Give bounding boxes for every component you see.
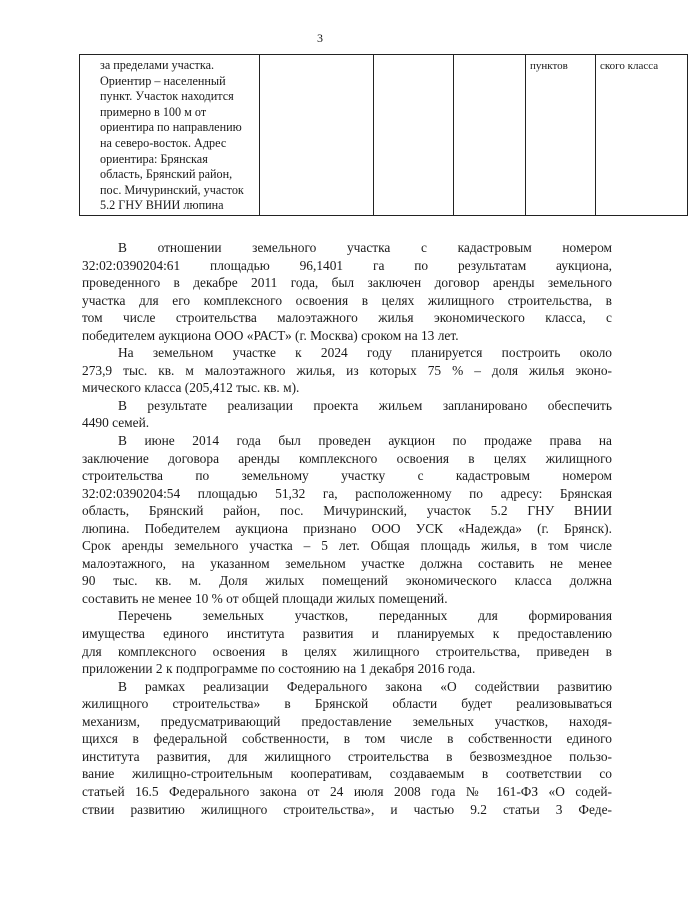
empty-cell <box>260 55 374 216</box>
location-line: ориентира по направлению <box>100 120 242 135</box>
text-line: В отношении земельного участка с кадастровым номером <box>118 240 612 255</box>
continuation-table <box>79 54 688 216</box>
paragraph <box>82 607 612 677</box>
text-line: малоэтажного, на указанном земельном участке должна составить не менее <box>82 555 612 571</box>
text-line: В июне 2014 года был проведен аукцион по продаже права на <box>118 433 612 449</box>
text-line: участка для его комплексного освоения в целях жилищного строительства, в <box>82 292 612 308</box>
text-line: В рамках реализации Федерального закона «О содействии развитию <box>118 678 612 694</box>
text-line: Перечень земельных участков, переданных для формирования <box>118 608 612 624</box>
text-line: проведенного в декабре 2011 года, был заключен договор аренды земельного <box>82 275 612 291</box>
text-line: В результате реализации проекта жильем запланировано обеспечить <box>118 397 612 413</box>
location-line: на северо-восток. Адрес <box>100 135 227 150</box>
text-line: область, Брянский район, пос. Мичуринский, участок 5.2 ГНУ ВНИИ <box>82 503 612 519</box>
location-line: за пределами участка. <box>100 58 215 72</box>
text-line: ствии развитию жилищного строительства», и частью 9.2 статьи 3 Феде- <box>82 801 612 817</box>
location-line: 5.2 ГНУ ВНИИ люпина <box>100 198 224 213</box>
text-line: 32:02:0390204:61 площадью 96,1401 га по результатам аукциона, <box>82 257 612 273</box>
text-line: составить не менее 10 % от общей площади жилых помещений. <box>82 590 448 606</box>
text-line: Срок аренды земельного участка – 5 лет. Общая площадь жилья, в том числе <box>82 538 612 554</box>
text-line: заключение договора аренды комплексного освоения в целях жилищного <box>82 450 612 466</box>
location-line: ориентира: Брянская <box>100 151 208 166</box>
page-number: 3 <box>317 31 323 45</box>
paragraph <box>82 397 612 432</box>
table-row <box>80 55 688 216</box>
text-line: статьей 16.5 Федерального закона от 24 июля 2008 года № 161-ФЗ «О содей- <box>82 783 612 799</box>
class-cell: ского класса <box>596 55 688 216</box>
paragraph <box>82 432 612 607</box>
text-line: вание жилищно-строительным кооперативам, создаваемым в соответствии со <box>82 766 612 782</box>
location-line: Ориентир – населенный <box>100 73 226 88</box>
text-line: том числе строительства малоэтажного жилья экономического класса, с <box>82 310 612 326</box>
paragraph <box>82 239 612 344</box>
body-text <box>82 239 612 818</box>
text-line: 273,9 тыс. кв. м малоэтажного жилья, из которых 75 % – доля жилья эконо- <box>82 362 612 378</box>
location-line: пункт. Участок находится <box>100 89 234 104</box>
settlements-cell: пунктов <box>526 55 596 216</box>
text-line: щихся в федеральной собственности, в том числе в собственности единого <box>82 731 612 747</box>
location-line: примерно в 100 м от <box>100 104 207 119</box>
text-line: 90 тыс. кв. м. Доля жилых помещений экономического класса должна <box>82 573 612 589</box>
text-line: победителем аукциона ООО «РАСТ» (г. Москва) сроком на 13 лет. <box>82 327 459 343</box>
text-line: института развития, для жилищного строительства в безвозмездное пользо- <box>82 748 612 764</box>
location-line: пос. Мичуринский, участок <box>100 182 244 197</box>
text-line: мического класса (205,412 тыс. кв. м). <box>82 380 300 396</box>
text-line: 32:02:0390204:54 площадью 51,32 га, расположенному по адресу: Брянская <box>82 485 612 501</box>
location-cell <box>80 55 260 216</box>
empty-cell <box>374 55 454 216</box>
paragraph <box>82 344 612 397</box>
text-line: для комплексного освоения в целях жилищного строительства, приведен в <box>82 643 612 659</box>
text-line: механизм, предусматривающий предоставление земельных участков, находя- <box>82 713 612 729</box>
empty-cell <box>454 55 526 216</box>
text-line: имущества единого института развития и планируемых к предоставлению <box>82 626 612 642</box>
paragraph <box>82 678 612 818</box>
text-line: На земельном участке к 2024 году планируется построить около <box>118 345 612 361</box>
text-line: жилищного строительства» в Брянской области будет реализовываться <box>82 696 612 712</box>
text-line: люпина. Победителем аукциона признано ООО УСК «Надежда» (г. Брянск). <box>82 520 612 536</box>
text-line: строительства по земельному участку с кадастровым номером <box>82 468 612 484</box>
text-line: приложении 2 к подпрограмме по состоянию на 1 декабря 2016 года. <box>82 661 476 677</box>
text-line: 4490 семей. <box>82 415 150 431</box>
location-line: область, Брянский район, <box>100 167 233 182</box>
